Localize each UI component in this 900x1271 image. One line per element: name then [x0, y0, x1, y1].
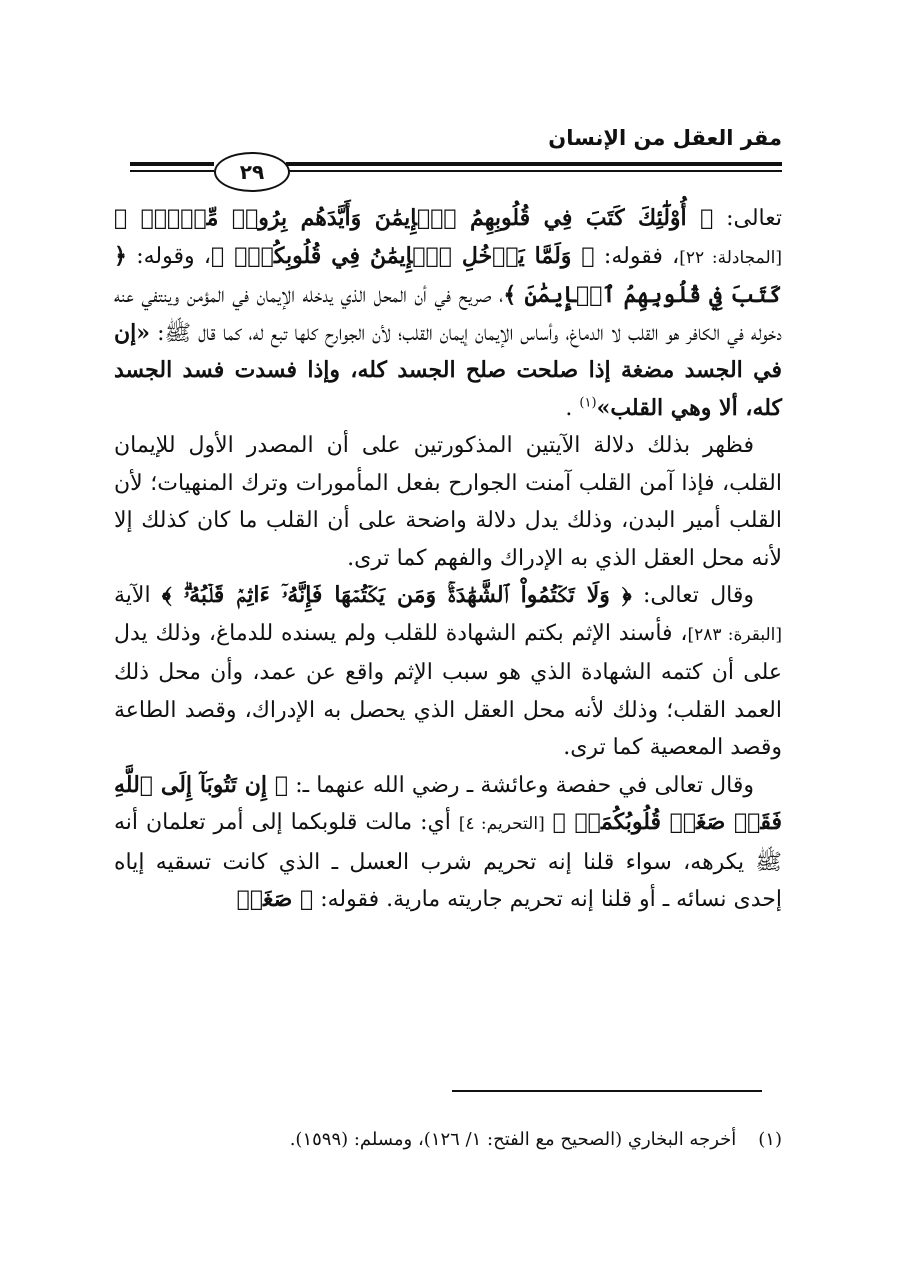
quran-verse: ﴿ كَتَبَ فِي قُلُوبِهِمُ ٱلۡإِيمَٰنَ ﴾ — [114, 242, 782, 308]
header-rule-left-thin — [130, 170, 214, 172]
p3-text-2: ، فأسند الإثم بكتم الشهادة للقلب ولم يسنده للدماغ، وذلك يدل على أن كتمه الشهادة الذي هو سبب الإثم واقع عن عمد، وأن محل ذلك العمد القلب؛ وذلك لأنه محل العقل الذي يحصل به الإدراك، وقصد الطاعة وقصد المعصية كما ترى. — [114, 620, 782, 760]
p1-intro: تعالى: — [726, 206, 782, 231]
p1-text-2: ، وقوله: — [136, 243, 212, 269]
p1-text-1: ، فقوله: — [603, 243, 680, 269]
running-title: مقر العقل من الإنسان — [548, 126, 782, 150]
verse-reference: [البقرة: ٢٨٣] — [687, 624, 782, 645]
p1-text-3: ، صريح في أن المحل الذي يدخله الإيمان في المؤمن وينتفي عنه دخوله في الكافر هو القلب لا الدماغ، وأساس الإيمان إيمان القلب؛ لأن الجوارح كلها تبع له، كما قال ﷺ: — [114, 283, 783, 346]
page-number — [214, 152, 290, 192]
p3-text-1: الآية — [114, 583, 151, 608]
footnote — [114, 1126, 782, 1154]
main-text — [114, 200, 782, 919]
verse-reference: [التحريم: ٤] — [458, 814, 545, 834]
paragraph-2: فظهر بذلك دلالة الآيتين المذكورتين على أن المصدر الأول للإيمان القلب، فإذا آمن القلب آمنت الجوارح بفعل المأمورات وترك المنهيات؛ لأن القلب أمير البدن، وذلك يدل دلالة واضحة على أن القلب ما كان كذلك إلا لأنه محل العقل الذي به الإدراك والفهم كما ترى. — [114, 433, 782, 571]
header-rule-right-thin — [286, 170, 782, 172]
quran-verse: ﴿ إِن تَتُوبَآ إِلَى ٱللَّهِ فَقَدۡ صَغَتۡ قُلُوبُكُمَاۖ ﴾ — [114, 771, 782, 835]
p4-intro: وقال تعالى في حفصة وعائشة ـ رضي الله عنهما ـ: — [295, 772, 754, 798]
quran-verse: ﴿ صَغَتۡ — [236, 886, 314, 912]
quran-verse: ﴿ وَلَمَّا يَدۡخُلِ ٱلۡإِيمَٰنُ فِي قُلُوبِكُمۡۖ ﴾ — [211, 242, 595, 269]
quran-verse: ﴿ أُوْلَٰٓئِكَ كَتَبَ فِي قُلُوبِهِمُ ٱلۡإِيمَٰنَ وَأَيَّدَهُم بِرُوحٖ مِّنۡهُۖ ﴾ — [114, 205, 714, 231]
p1-end: . — [565, 395, 573, 421]
verse-reference: [المجادلة: ٢٢] — [679, 247, 782, 268]
footnote-separator — [452, 1090, 762, 1092]
footnote-marker: (١) — [579, 395, 597, 411]
header-rule-right — [286, 162, 782, 166]
footnote-text: أخرجه البخاري (الصحيح مع الفتح: ١/ ١٢٦)، ومسلم: (١٥٩٩). — [289, 1129, 737, 1150]
footnote-number: (١) — [758, 1129, 782, 1150]
hadith-quote: «إن في الجسد مضغة إذا صلحت صلح الجسد كله، وإذا فسدت فسد الجسد كله، ألا وهي القلب» — [114, 319, 782, 421]
quran-verse: ﴿ وَلَا تَكۡتُمُواْ ٱلشَّهَٰدَةَۚ وَمَن يَكۡتُمۡهَا فَإِنَّهُۥٓ ءَاثِمٞ قَلۡبُهُۥۗ ﴾ — [161, 582, 632, 608]
p4-text-1: أي: مالت قلوبكما إلى أمر تعلمان أنه ﷺ يكرهه، سواء قلنا إنه تحريم شرب العسل ـ الذي كانت تسقيه إياه إحدى نسائه ـ أو قلنا إنه تحريم جاريته مارية. فقوله: — [114, 810, 782, 912]
page-number-text: ٢٩ — [239, 160, 265, 184]
paragraph-1 — [114, 200, 782, 427]
p3-intro: وقال تعالى: — [642, 583, 755, 608]
header-rule-left — [130, 162, 214, 166]
paragraph-4 — [114, 767, 782, 919]
paragraph-3 — [114, 577, 782, 767]
